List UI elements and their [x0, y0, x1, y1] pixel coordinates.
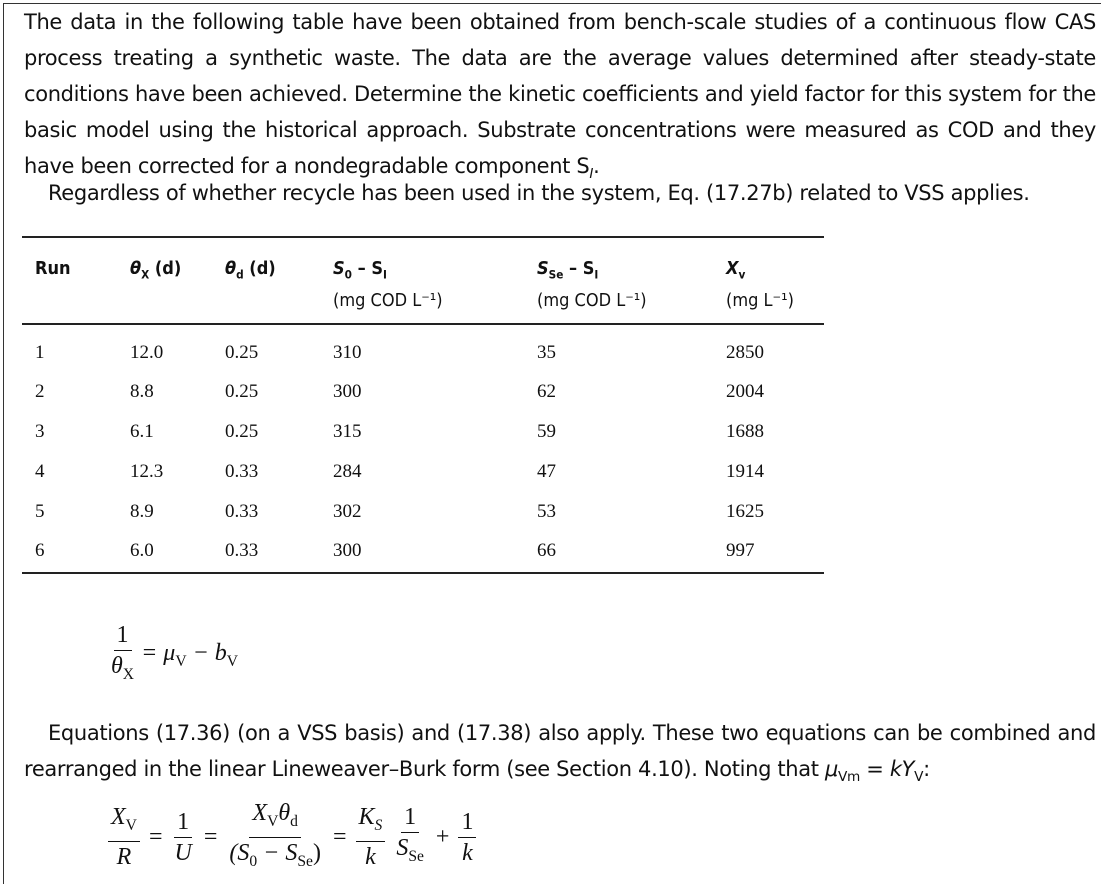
table-cell: 2004: [726, 381, 764, 402]
eq1-den-sub: X: [122, 665, 135, 683]
table-cell: 8.9: [130, 501, 154, 522]
t: S: [396, 835, 409, 862]
t: U: [174, 839, 192, 866]
table-cell: 4: [35, 461, 45, 482]
t: θ: [278, 800, 291, 826]
column-header: [726, 256, 794, 314]
h-sub: d: [236, 267, 244, 282]
table-cell: 0.33: [225, 501, 259, 522]
table-cell: 1914: [726, 461, 764, 482]
table-cell: 12.3: [130, 461, 164, 482]
table-cell: 12.0: [130, 342, 164, 363]
column-header: [537, 256, 647, 314]
equals: =: [203, 823, 218, 850]
table-cell: 2: [35, 381, 45, 402]
lineweaver-paragraph: [24, 715, 1096, 795]
table-top-rule: [22, 236, 824, 238]
column-header: [35, 256, 71, 288]
table-cell: 310: [333, 342, 362, 363]
h-main: S: [537, 258, 549, 279]
eq1-b: − b: [186, 639, 227, 666]
problem-statement: [24, 4, 1096, 192]
t: 0: [249, 852, 258, 870]
t: 1: [401, 804, 419, 833]
h-rest: – S: [352, 258, 384, 279]
t: X: [111, 804, 126, 831]
h-sub: Se: [548, 267, 564, 282]
t: X: [252, 800, 268, 826]
h-unit: (mg COD L⁻¹): [333, 289, 443, 311]
h-main: Run: [35, 258, 71, 279]
h-main: X: [726, 258, 739, 279]
table-cell: 66: [537, 540, 556, 561]
table-cell: 3: [35, 421, 45, 442]
table-cell: 315: [333, 421, 362, 442]
h-main: θ: [225, 258, 237, 279]
sub: V: [914, 769, 924, 786]
table-cell: 0.25: [225, 381, 259, 402]
text: Equations (17.36) (on a VSS basis) and (17.38) also apply. These two equations can be combined and rearranged in the linear Lineweaver–Burk form (see Section 4.10). Noting that: [24, 721, 1096, 781]
table-bottom-rule: [22, 572, 824, 574]
h-sub2: I: [594, 267, 599, 282]
column-header: [130, 256, 181, 288]
h-sub: 0: [344, 267, 352, 282]
t: 1: [174, 809, 192, 838]
table-cell: 0.25: [225, 421, 259, 442]
table-cell: 300: [333, 540, 362, 561]
table-cell: 1: [35, 342, 45, 363]
eq1-denominator: θ: [111, 653, 123, 679]
table-cell: 1688: [726, 421, 764, 442]
h-unit: (mg L⁻¹): [726, 289, 794, 311]
equation-1: [104, 622, 238, 688]
table-cell: 6.1: [130, 421, 154, 442]
t: 1: [458, 809, 476, 838]
table-cell: 59: [537, 421, 556, 442]
t: − S: [257, 839, 298, 866]
table-cell: 62: [537, 381, 556, 402]
problem-text: The data in the following table have been obtained from bench-scale studies of a continuous flow CAS process treating a synthetic waste. The data are the average values determined after steady-state conditions have been achieved. Determine the kinetic coefficients and yield factor for this system for the basic model using the historical approach. Substrate concentrations were measured as COD and they have been corrected for a nondegradable component S: [24, 10, 1096, 178]
t: k: [462, 839, 473, 866]
period: .: [593, 154, 600, 178]
table-cell: 302: [333, 501, 362, 522]
h-sub: v: [738, 267, 746, 282]
sub: Vm: [838, 769, 860, 786]
table-cell: 6: [35, 540, 45, 561]
column-header: [225, 256, 276, 288]
table-cell: 8.8: [130, 381, 154, 402]
h-rest: – S: [563, 258, 595, 279]
eq1-mu-sub: V: [175, 652, 187, 670]
equation-2: [104, 800, 480, 875]
colon: :: [923, 757, 930, 781]
t: K: [358, 804, 375, 831]
table-cell: 0.33: [225, 540, 259, 561]
t: R: [116, 844, 132, 871]
eq1-b-sub: V: [226, 652, 239, 670]
table-cell: 6.0: [130, 540, 154, 561]
table-cell: 53: [537, 501, 556, 522]
table-cell: 5: [35, 501, 45, 522]
t: d: [290, 812, 298, 830]
h-sub2: I: [383, 267, 387, 282]
eq1-numerator: 1: [114, 622, 132, 651]
h-rest: (d): [149, 258, 182, 279]
h-sub: X: [141, 267, 150, 282]
recycle-paragraph: Regardless of whether recycle has been used in the system, Eq. (17.27b) related to VSS applies.: [48, 181, 1030, 205]
column-header: [333, 256, 443, 314]
eq1-mu: = μ: [141, 639, 176, 666]
t: ): [312, 839, 321, 866]
table-cell: 0.25: [225, 342, 259, 363]
mu: μ: [824, 757, 838, 781]
table-cell: 2850: [726, 342, 764, 363]
table-cell: 0.33: [225, 461, 259, 482]
table-cell: 1625: [726, 501, 764, 522]
t: Se: [297, 852, 313, 870]
h-main: S: [333, 258, 345, 279]
t: Se: [408, 848, 424, 866]
table-cell: 47: [537, 461, 556, 482]
table-cell: 997: [726, 540, 755, 561]
h-main: θ: [130, 258, 142, 279]
t: V: [267, 812, 279, 830]
table-cell: 300: [333, 381, 362, 402]
equals: =: [332, 823, 347, 850]
subscript: I: [589, 166, 594, 183]
kY: = kY: [859, 757, 915, 781]
h-unit: (mg COD L⁻¹): [537, 289, 647, 311]
t: k: [365, 844, 376, 871]
t: V: [125, 817, 137, 835]
plus: +: [435, 823, 450, 850]
h-rest: (d): [243, 258, 276, 279]
table-cell: 284: [333, 461, 362, 482]
t: (S: [229, 839, 250, 866]
equals: =: [148, 823, 163, 850]
t: S: [374, 817, 383, 835]
table-cell: 35: [537, 342, 556, 363]
table-header-rule: [22, 323, 824, 325]
